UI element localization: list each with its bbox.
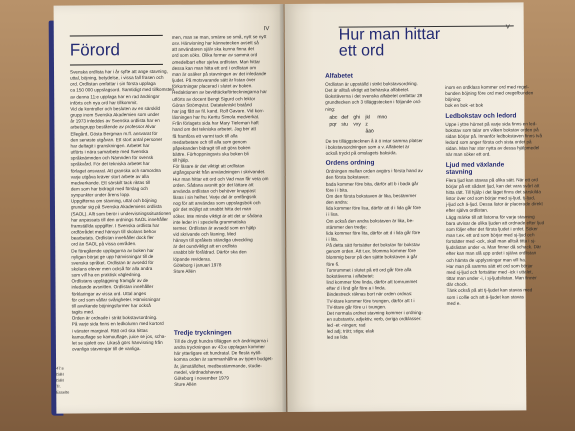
text-line: när man söker ett ord. bbox=[445, 152, 491, 158]
text-line: Bokstäverna i det svenska alfabetet omfattar 28 bbox=[325, 93, 423, 100]
text-line: Sture Allén bbox=[174, 381, 197, 387]
alphabet-cell: stu bbox=[341, 121, 349, 128]
alphabet-cell: vxy bbox=[353, 121, 361, 128]
text-line: För läsare är det viktigt att ordlistan bbox=[172, 163, 245, 170]
left-column-2 bbox=[172, 34, 278, 275]
text-line: vid skrivande och läsning. Med bbox=[173, 231, 237, 237]
right-column-1 bbox=[325, 69, 443, 341]
text-line: bokstav som talar om vilken bokstav orden på bbox=[445, 127, 539, 133]
text-line: bara utvisar de olika ljuden att ordnade efter ljud bbox=[446, 219, 545, 226]
text-line: lind kommer före linda, därför att tomrummet bbox=[326, 279, 418, 285]
text-line: ord än SAOL på vissa områden. bbox=[71, 241, 137, 247]
text-line: böjning: bbox=[445, 97, 462, 103]
text-line: andra tryckningen av 43:e upplagan kommer bbox=[173, 344, 265, 350]
colophon-line: ISBI bbox=[56, 371, 64, 377]
text-line: hänsyn till språkets ständiga utveckling bbox=[173, 237, 253, 243]
text-line: Till de drygt hundra tilläggen och ändringarna i bbox=[173, 338, 269, 344]
text-line: varje utgåva kräver stort arbete av alla bbox=[70, 173, 149, 180]
text-line: inom en ordklass kommer ord med regel- bbox=[445, 84, 529, 90]
text-line: TV-titare kommer före tvungen, därför att t i bbox=[326, 297, 415, 304]
text-line: medel, värdnadshavare. bbox=[174, 369, 224, 375]
alfabetet-heading: Alfabetet bbox=[325, 72, 353, 80]
text-line: Om också den andra bokstaven är lika, be- bbox=[326, 217, 414, 224]
text-line: språkvård. För det tekniska arbetet har bbox=[70, 161, 150, 167]
text-line: ovanliga stavningar till de vanliga. bbox=[71, 346, 141, 352]
text-line: ca 150 000 uppslagsord. Samtidigt med tillkomsten bbox=[70, 87, 175, 94]
text-line: har deltagit i granskningen. Arbetet har bbox=[70, 142, 150, 149]
text-line: Från förlagets sida har Mary Tieleman haft bbox=[172, 120, 259, 127]
text-line: bearbetats. Ordlistan innehåller dock fler bbox=[71, 235, 154, 241]
open-book bbox=[54, 2, 545, 419]
text-line: blommig beror på den sjätte bokstaven a går bbox=[326, 254, 418, 261]
text-line: påpekanden bidragit till att göra boken bbox=[172, 145, 251, 151]
text-line: löpande revideras. bbox=[173, 256, 212, 262]
text-line: Göran Strömqvist. Datatekniskt bistånd bbox=[172, 101, 252, 108]
text-line: komna orden är sammanhållna av typen budget- bbox=[174, 356, 273, 363]
alphabet-cell: pqr bbox=[329, 121, 337, 128]
text-line: j-ljud och ä-ljud. Dessa listor är placerade direkt bbox=[445, 201, 543, 208]
text-line: tittar man under -i, i sj-ljudslistan. Man finner bbox=[446, 275, 537, 281]
title-line-1: Hur man hittar bbox=[338, 25, 441, 44]
text-line: svenska språket. Ordlistan är avsedd för bbox=[71, 259, 154, 266]
text-line: medverkande. Ett särskilt tack riktas till bbox=[70, 179, 150, 186]
text-line: fortsätter med -ock, skall man alltså titta i sj- bbox=[446, 238, 536, 245]
text-line: här ytterligare ett hundratal. De flesta nytill- bbox=[173, 350, 262, 357]
text-line: som vill ha en praktisk vägledning. bbox=[71, 272, 142, 278]
text-line: gör det möjligt att snabbt hitta det man bbox=[172, 206, 252, 213]
text-line: På detta sätt fortsätter det bokstav för bokstav bbox=[326, 242, 420, 248]
text-line: är det oundvikligt att en ordlista bbox=[173, 243, 237, 250]
text-line: ljudet. På motsvarande sätt är listan över bbox=[172, 77, 256, 83]
text-line: också tryckt på omslagets baksida. bbox=[325, 150, 397, 156]
title-line-2: ett ord bbox=[338, 42, 385, 60]
left-column-1 bbox=[70, 68, 175, 353]
text-line: söker. Inte minde viktigt är att det ur sådana bbox=[173, 212, 263, 219]
text-line: nyligen börjat ge upp hänvisningar till de bbox=[71, 253, 154, 260]
text-line: att användaren själv ska kunna finna det bbox=[171, 46, 255, 53]
text-line: och hämta de upplysningar man vill ha. bbox=[446, 256, 527, 263]
text-line: De tre tilläggstecknen å ä ö intar samma platser bbox=[325, 137, 423, 144]
text-line: ledord som anger första och sista ordet på bbox=[445, 139, 532, 146]
text-line: inledande avsnitten. Ordlistan innehåller bbox=[71, 284, 154, 290]
alphabet-cell: mno bbox=[377, 114, 388, 121]
text-line: sidan. Man har stor nytta av dessa hjälpmedel bbox=[445, 145, 540, 152]
colophon-line: ISBI bbox=[56, 377, 64, 383]
alphabet-cell: abc bbox=[329, 114, 338, 121]
text-line: Orden är ordnade i strikt bokstavsordning. bbox=[71, 315, 158, 321]
alphabet-cell: z åäö bbox=[365, 121, 374, 135]
text-line: den senaste utgåvan. Ett stort antal personer bbox=[70, 136, 163, 143]
text-line: införts och nya ord har tillkommit. bbox=[70, 99, 138, 106]
isbn-colophon bbox=[56, 366, 74, 414]
text-line: i bokstavsordningen som a v. Alfabetet är bbox=[325, 144, 410, 150]
text-line: Ordlistan är uppställd i strikt bokstavsordning. bbox=[325, 81, 418, 87]
text-line: ord. Ordlistan omfattar i sin första upplaga bbox=[70, 81, 156, 87]
alphabet-table bbox=[329, 114, 441, 136]
text-line: uttal, böjning, betydelse, i vissa fall frasen och bbox=[70, 75, 164, 81]
text-line: förklaringar av vissa ord. Uttal anges bbox=[71, 290, 147, 297]
text-line: led -et -ningen; rad bbox=[326, 322, 366, 328]
text-line: ljudslistan under -a. Man finner då schack. Där bbox=[446, 244, 542, 251]
text-line: efter d i lind går före a i linda. bbox=[326, 285, 386, 291]
text-line: grundar sig på Svenska Akademiens ordlista bbox=[70, 204, 162, 210]
right-page-title bbox=[339, 27, 441, 60]
text-line: skolans elever men också för alla andra bbox=[71, 265, 153, 272]
text-line: till avvikande böjningsformer har också bbox=[71, 302, 151, 309]
colophon-line: Esselte bbox=[56, 389, 70, 395]
text-line: man t.ex. ett ord som börjar med sj-ljud och bbox=[446, 232, 535, 238]
text-line: arbetsgrupp bestående av professor Alvar bbox=[70, 124, 156, 130]
text-line: bunden böjning före ord med oregelbunden bbox=[445, 90, 534, 97]
text-line: i vänster marginal. Rätt ord ska hittas bbox=[71, 327, 148, 334]
text-line: som i collie och att ä-ljudet kan stavas bbox=[446, 293, 524, 300]
text-line: utförts av docent Bengt Sigurd och lektor bbox=[172, 95, 256, 102]
text-line: den första bokstaven: bbox=[325, 174, 370, 181]
text-line: ord som söks. Olika former av samma ord bbox=[171, 52, 258, 59]
text-line: nog för att användas som uppslagsbok och bbox=[172, 200, 261, 207]
tredje-tryckningen-heading: Tredje tryckningen bbox=[173, 329, 232, 337]
text-line: inte leder in i speciella grammatiska bbox=[173, 218, 246, 225]
text-line: medarbetare och till alla som genom bbox=[172, 138, 247, 145]
text-line: efter kan man slå upp ordet i själva ordlistan bbox=[446, 250, 537, 257]
text-line: få framföra ett varmt tack till alla bbox=[172, 132, 238, 139]
text-line: led adj; trött; stiga; elak bbox=[326, 328, 375, 335]
text-line: år, jämställdhet, medbestämmande, studie- bbox=[174, 362, 262, 369]
text-line: osv. Hänvisning har kännetecken avsett så bbox=[171, 40, 259, 46]
text-line: använda ordlistan och behöver knappast bbox=[172, 188, 256, 194]
text-line: genom orden. Att t.ex. blomma kommer före bbox=[326, 248, 416, 255]
text-line: men, man se man, smärre se små, nytt se nytt bbox=[171, 34, 267, 40]
text-line: med e. bbox=[446, 300, 461, 306]
alphabet-cell: ghi bbox=[353, 114, 361, 121]
text-line: De föregående upplagorna av boken har bbox=[71, 247, 154, 254]
text-line: den andra: bbox=[325, 199, 348, 205]
text-line: Har man på samma sätt ett ord som börjar bbox=[446, 263, 533, 269]
text-line: bada kommer före bita, därför att b i bada går bbox=[325, 180, 419, 187]
text-line: i i lisa. bbox=[326, 212, 339, 218]
text-line: en substantiv, adjektiv, verb, övriga ordklasser: bbox=[326, 316, 422, 322]
text-line: På varje sida finns en ledkolumn med kortord bbox=[71, 321, 164, 327]
text-line: har anpassats till den ordnings SAOL innehåller bbox=[71, 216, 168, 223]
text-line: för ord som vållar svårigheter. Hänvisningar bbox=[71, 296, 161, 303]
text-line: bok en bok -et bok bbox=[445, 103, 484, 109]
colophon-line: 47:e bbox=[56, 365, 64, 371]
text-line: omedelbart efter sjelva ordlistan. Man hittar bbox=[171, 58, 261, 65]
text-line: ning: bbox=[325, 106, 336, 112]
text-line: Tomrummet i slutet på ett ord går före alla bbox=[326, 266, 412, 273]
text-line: Ordlistans uppläggning framgår av de bbox=[71, 278, 149, 284]
alphabet-cell bbox=[377, 121, 389, 135]
text-line: Bindestreck räknas bort när orden ordnas: bbox=[326, 291, 413, 298]
text-line: synpunkter under årens lopp. bbox=[70, 192, 131, 198]
text-line: läsas i sin helhet. Varje del är omfångsrik bbox=[172, 194, 257, 200]
text-line: lida kommer före lisa, därför att d i lida går före bbox=[325, 205, 421, 211]
text-line: med sj-ljud och fortsätter med -ick i uttalet, bbox=[446, 269, 533, 275]
text-line: bokstäverna i alfabetet: bbox=[326, 273, 374, 279]
text-line: (SAOL). Allt som berör i undervisningssituationen bbox=[70, 210, 172, 217]
text-line: Tänk också på att tj-ljudet kan stavas med bbox=[446, 287, 533, 294]
text-line: snabbt blir föråldrad. Därför ska den bbox=[173, 249, 247, 256]
text-line: hitta rätt. Till hjälp i det läget finns det särskilda bbox=[445, 189, 541, 195]
text-line: Det normala ordnet stavning kommer i ordning- bbox=[326, 309, 423, 316]
text-line: framställda uppgifter. I Svenska ordlista har bbox=[71, 222, 160, 229]
text-line: som följer efter det första ljudet i ordet. Söker bbox=[446, 226, 538, 232]
text-line: efter själva ordlistan. bbox=[445, 207, 489, 214]
text-line: orden. Sådana avsnitt gör det lättare att bbox=[172, 182, 254, 188]
text-line: läsningen har fru Kerttu Simola medverkat. bbox=[172, 114, 260, 120]
text-line: dem som har bidragit med förslag och bbox=[70, 185, 148, 192]
text-line: börjar på ett sådant ljud, kan det vara svårt att bbox=[445, 182, 540, 189]
alphabet-cell: def bbox=[341, 114, 349, 121]
right-page bbox=[285, 2, 545, 412]
left-page-title: Förord bbox=[70, 35, 163, 66]
text-line: lida kommer före lita, därför att d i lida går före bbox=[326, 229, 421, 236]
text-line: Ordningen mellan orden avgörs i första hand av bbox=[325, 168, 423, 174]
text-line: sidan börjar på. Innanför ledbokstaven finns två bbox=[445, 133, 543, 139]
text-line: led se lida bbox=[326, 335, 348, 341]
text-line: Redaktionen av bevidtäckeförteckningarna har bbox=[172, 89, 267, 96]
text-line: Uppgifterna om stavning, uttal och böjning bbox=[70, 198, 157, 204]
text-line: grupp inom Svenska Akademien som under bbox=[70, 112, 160, 118]
text-line: år 1973 inleddes av Svenska ordlista har en bbox=[70, 118, 160, 124]
text-line: till hjälp. bbox=[172, 157, 190, 163]
text-line: Lägg märke till att listorna för varje stavning bbox=[446, 213, 535, 220]
left-page-number: IV bbox=[263, 26, 270, 33]
text-line: TV-titare går före u i tvungen. bbox=[326, 304, 387, 310]
text-line: språknämnden och Nämnden för svensk bbox=[70, 155, 154, 161]
text-line: Göteborg i januari 1978 bbox=[173, 262, 222, 268]
text-line: tagits med. bbox=[71, 309, 95, 315]
text-line: Uppe i yttre hörnet på varje sida finns en led- bbox=[445, 120, 537, 127]
left-page bbox=[54, 4, 287, 414]
alphabet-cell bbox=[389, 121, 401, 135]
text-line: utgångspunkt från användningen i skrivandet. bbox=[172, 169, 266, 176]
text-line: Flera ljud kan stavas på olika sätt. När ett ord bbox=[445, 176, 538, 183]
text-line: listor över ord som börjar med sj-ljud, tj-ljud, bbox=[445, 195, 536, 201]
right-page-number: V bbox=[505, 24, 510, 31]
text-line: man är osäker på stavningen av det inledande bbox=[172, 71, 267, 77]
text-line: Göteborg i november 1979 bbox=[174, 375, 229, 381]
text-line: har jag fått av fil. kand. Rolf Gavare. Vid korr- bbox=[172, 108, 265, 114]
text-line: Om den första bokstaven är lika, bestämmer bbox=[325, 192, 417, 199]
text-line: utförts i nära samarbete med Svenska bbox=[70, 149, 149, 155]
text-line: Hur man hittar ett ord och Vad man får veta om bbox=[172, 175, 269, 182]
text-line: förlaget ansvarat. Att granska och samordna bbox=[70, 167, 161, 174]
text-line: i i lita. bbox=[326, 236, 338, 242]
text-line: Vid de kontroller och besluten av en särskild bbox=[70, 105, 161, 112]
text-line: där chock. bbox=[446, 281, 468, 288]
text-line: ordförrådet med hänsyn till skolans behov bbox=[71, 228, 157, 235]
text-line: hand om det tekniska arbetet. Jag ber att bbox=[172, 126, 256, 133]
left-column-2-lower bbox=[174, 326, 278, 388]
text-line: bättre. Förhoppningsvis ska boken bli bbox=[172, 151, 249, 157]
right-column-2 bbox=[445, 84, 545, 306]
text-line: termer. Ordlistan är avsedd som en hjälp bbox=[173, 225, 256, 231]
colophon-line: Tr. bbox=[56, 383, 61, 389]
text-line: stämmer den tredje: bbox=[326, 224, 367, 230]
text-line: Ellegård, Gösta Bergman m.fl. ansvarat för bbox=[70, 130, 158, 137]
text-line: let se sjalett osv. Likaså görs hänvisning från bbox=[71, 339, 163, 346]
text-line: av denna 11:e upplaga har en rad ändringar bbox=[70, 93, 160, 100]
text-line: Sture Allén bbox=[173, 268, 196, 274]
ljud-heading: Ljud med växlande stavning bbox=[445, 161, 505, 176]
alphabet-cell: jkl bbox=[365, 114, 371, 121]
text-line: före i i bita. bbox=[325, 187, 349, 193]
text-line: Svenska ordlista har i år syfte att ange stavning, bbox=[70, 68, 168, 75]
ledbokstav-heading: Ledbokstav och ledord bbox=[445, 112, 517, 120]
text-line: dessa kan man hitta ett ord i ordlistan om bbox=[171, 65, 257, 71]
ordens-ordning-heading: Ordens ordning bbox=[325, 159, 375, 167]
text-line: kamouflage se kamouflage, juice se jos, scha- bbox=[71, 333, 166, 340]
text-line: före 6. bbox=[326, 261, 340, 267]
text-line: förkortningar placerad i slutet av boken. bbox=[172, 83, 253, 90]
text-line: Det är alltså viktigt att behärska alfabetet. bbox=[325, 87, 410, 93]
text-line: grundtecken och 3 tilläggstecken i följande ord- bbox=[325, 99, 422, 106]
